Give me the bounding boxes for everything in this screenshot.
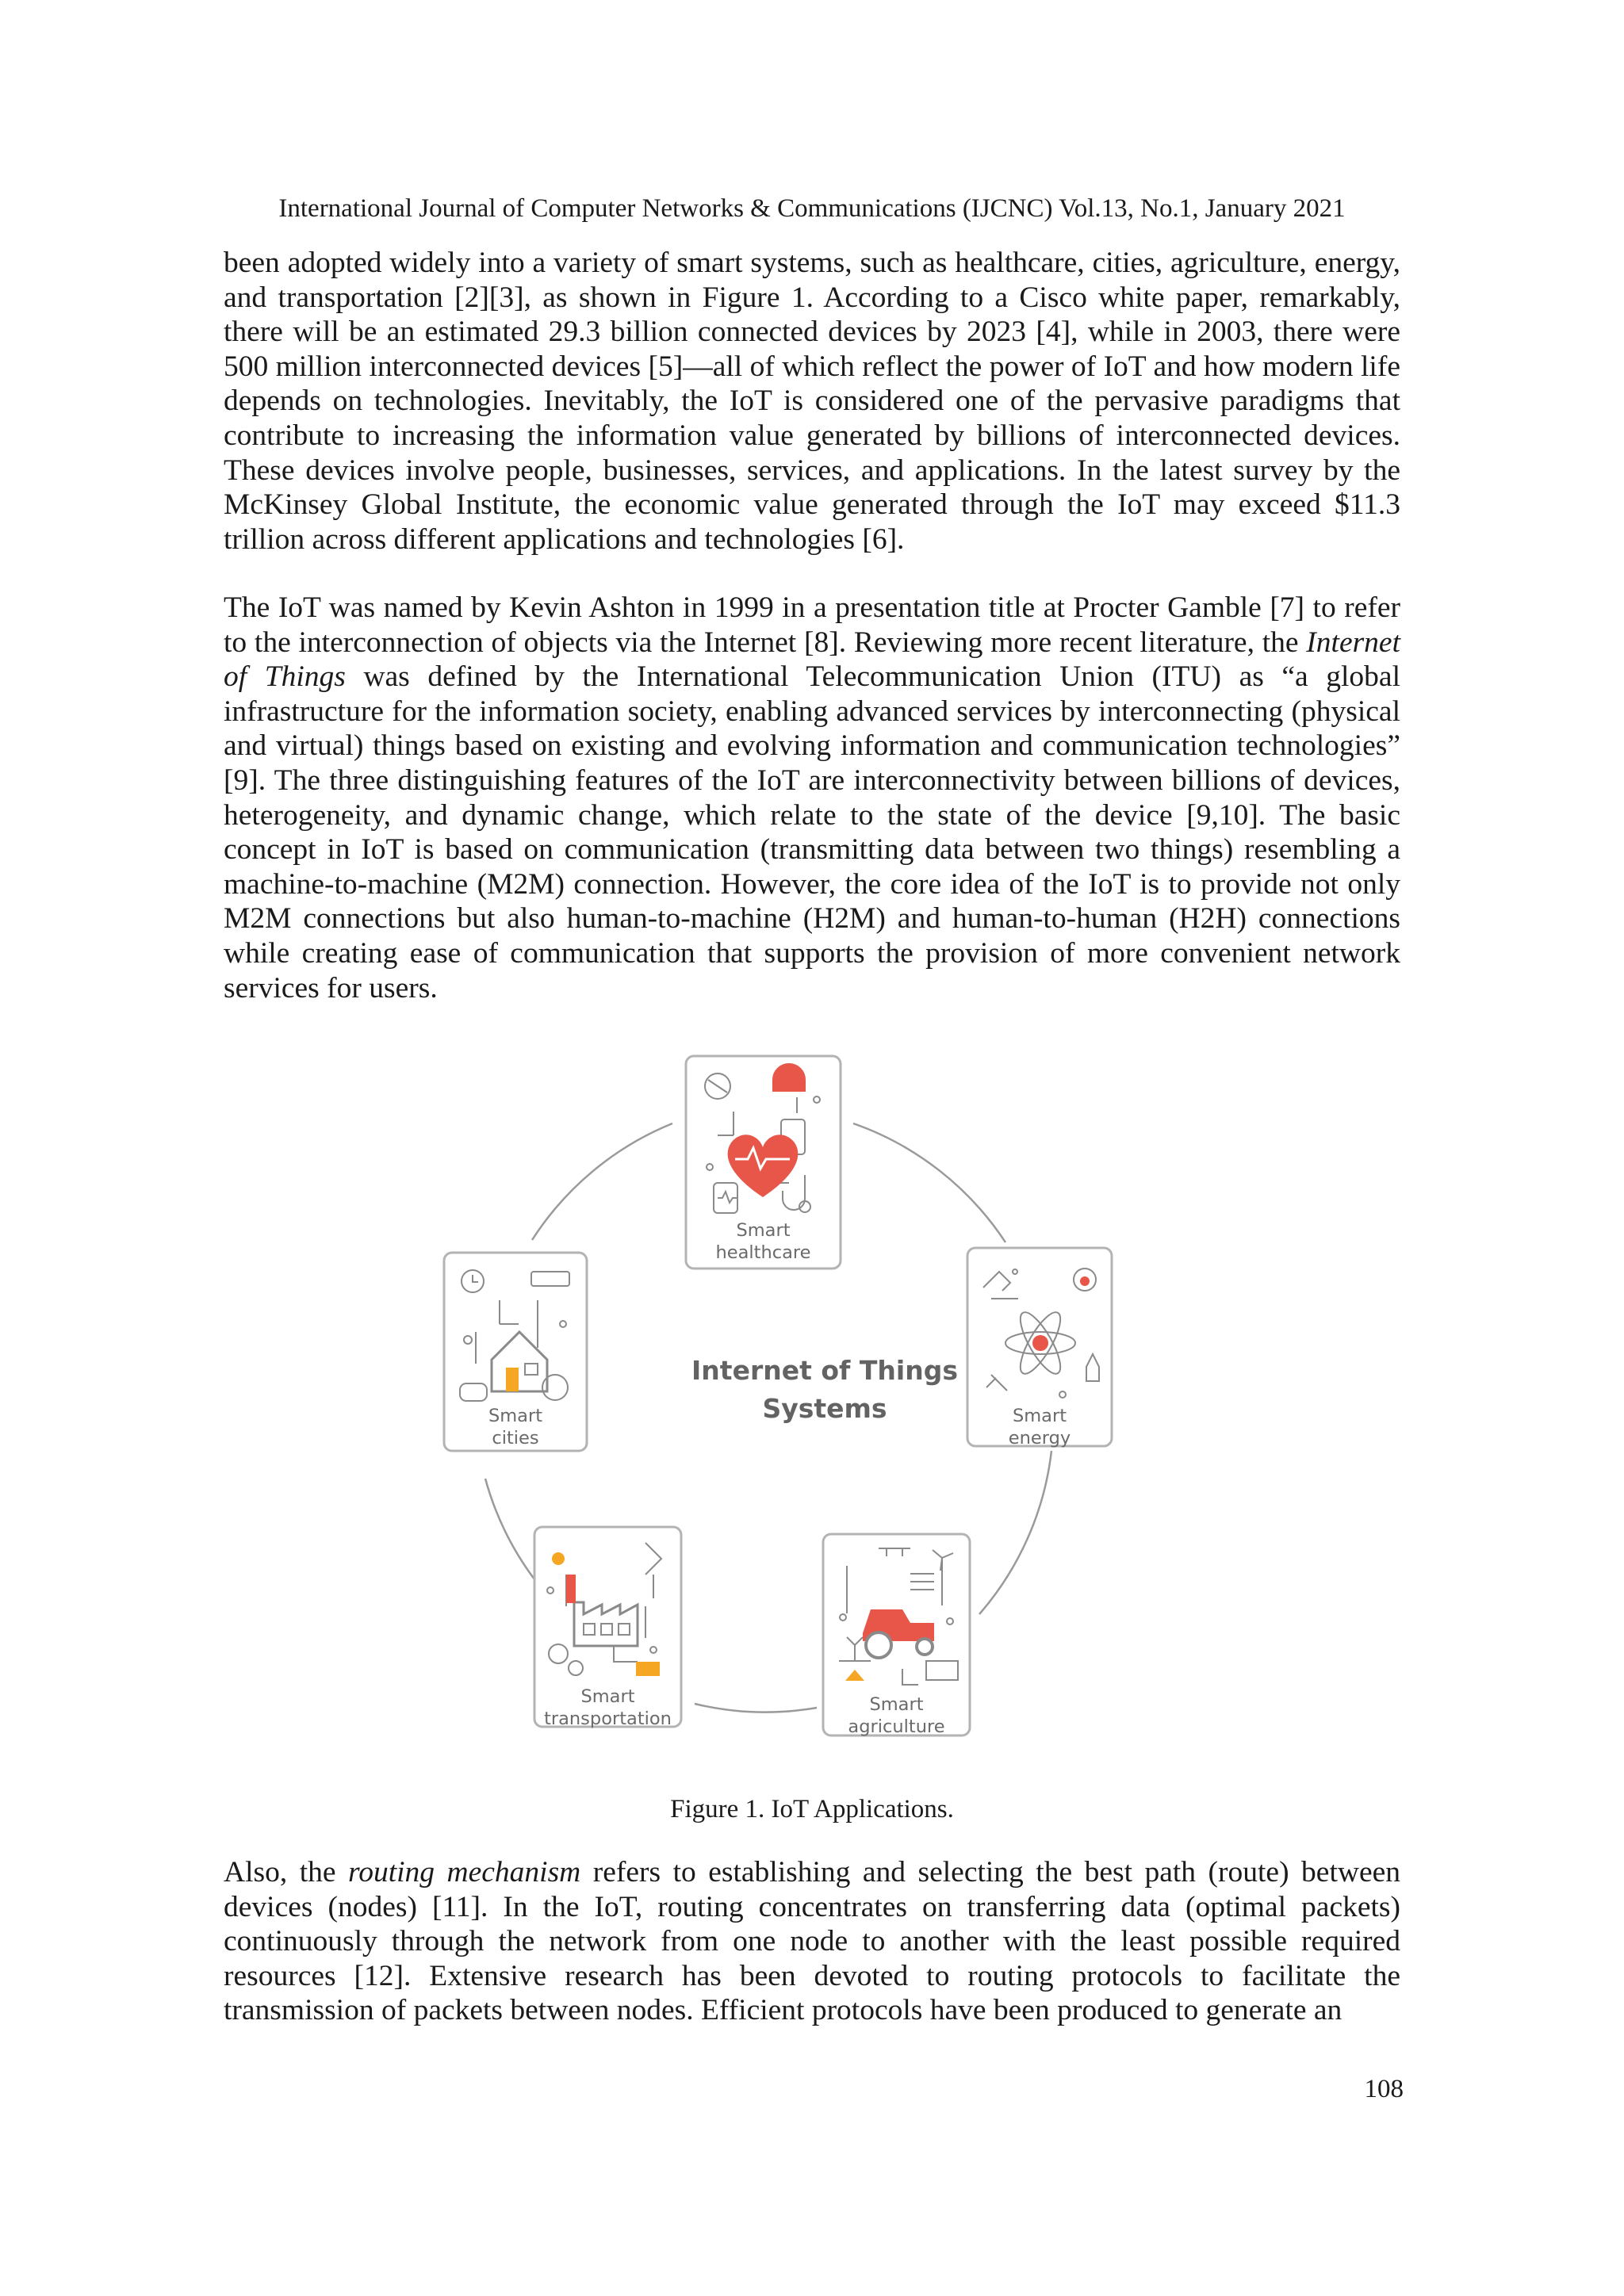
paragraph-2-emphasis: Internet of Things	[224, 626, 1400, 694]
paragraph-3	[224, 1855, 1400, 2028]
label-line: agriculture	[848, 1716, 945, 1737]
label-line: Smart	[1012, 1406, 1067, 1426]
label-line: Smart	[736, 1220, 791, 1241]
paragraph-2-text: The IoT was named by Kevin Ashton in 1999 in a presentation title at Procter Gamble [7] to refer to the interconnection of objects via the Internet [8]. Reviewing more recent literature, the	[224, 591, 1400, 659]
label-line: Smart	[580, 1686, 635, 1707]
alarm-icon	[773, 1064, 805, 1091]
label-line: healthcare	[715, 1242, 811, 1263]
paragraph-2-text-cont: was defined by the International Telecommunication Union (ITU) as “a global infrastructure for the information society, enabling advanced services by interconnecting (physical and virtual) things based on existing and evolving information and communication technologies” [9]. The three distinguishing features of the IoT are interconnectivity between billions of devices, heterogeneity, and dynamic change, which relate to the state of the device [9,10]. The basic concept in IoT is based on communication (transmitting data between two things) resembling a machine-to-machine (M2M) connection. However, the core idea of the IoT is to provide not only M2M connections but also human-to-machine (H2M) and human-to-human (H2H) connections while creating ease of communication that supports the provision of more convenient network services for users.	[224, 660, 1400, 1004]
label-line: cities	[492, 1428, 539, 1448]
label-smart-agriculture	[823, 1693, 970, 1738]
arc-cities-transport	[485, 1479, 534, 1579]
lightbulb-icon	[552, 1552, 565, 1565]
arc-energy-agri	[979, 1451, 1051, 1614]
paragraph-3-text: Also, the	[224, 1856, 349, 1888]
figure-caption: Figure 1. IoT Applications.	[670, 1795, 954, 1823]
paragraph-3-emphasis: routing mechanism	[348, 1856, 581, 1888]
figure-center-title	[634, 1352, 1015, 1428]
label-smart-healthcare	[686, 1219, 841, 1264]
center-title-line-2: Systems	[762, 1393, 887, 1424]
boxes-icon	[636, 1662, 660, 1676]
door-icon	[506, 1368, 519, 1391]
chimney-icon	[566, 1575, 576, 1603]
label-smart-energy	[967, 1405, 1112, 1449]
atom-core-icon	[1032, 1335, 1048, 1351]
label-line: Smart	[869, 1694, 924, 1715]
page-number: 108	[1364, 2075, 1404, 2103]
label-line: transportation	[544, 1709, 672, 1729]
iot-figure	[428, 1047, 1142, 1760]
label-smart-transportation	[534, 1686, 681, 1730]
center-title-line-1: Internet of Things	[691, 1355, 958, 1386]
paragraph-1: been adopted widely into a variety of smart systems, such as healthcare, cities, agriculture, energy, and transportation [2][3], as shown in Figure 1. According to a Cisco white paper, remarkably, there will be an estimated 29.3 billion connected devices by 2023 [4], while in 2003, there were 500 million interconnected devices [5]—all of which reflect the power of IoT and how modern life depends on technologies. Inevitably, the IoT is considered one of the pervasive paradigms that contribute to increasing the information value generated by billions of interconnected devices. These devices involve people, businesses, services, and applications. In the latest survey by the McKinsey Global Institute, the economic value generated through the IoT may exceed $11.3 trillion across different applications and technologies [6].	[224, 247, 1400, 556]
paragraph-2	[224, 591, 1400, 1005]
arc-health-cities	[532, 1123, 672, 1240]
arc-health-energy	[853, 1123, 1005, 1242]
arc-transport-agri	[695, 1704, 817, 1712]
journal-header: International Journal of Computer Networks & Communications (IJCNC) Vol.13, No.1, January 2021	[278, 194, 1346, 223]
label-line: energy	[1008, 1428, 1071, 1448]
label-line: Smart	[488, 1406, 543, 1426]
label-smart-cities	[444, 1405, 587, 1449]
paragraph-3-text-cont: refers to establishing and selecting the best path (route) between devices (nodes) [11]. In the IoT, routing concentrates on transferring data (optimal packets) continuously through the network from one node to another with the least possible required resources [12]. Extensive research has been devoted to routing protocols to facilitate the transmission of packets between nodes. Efficient protocols have been produced to generate an	[224, 1856, 1400, 2027]
